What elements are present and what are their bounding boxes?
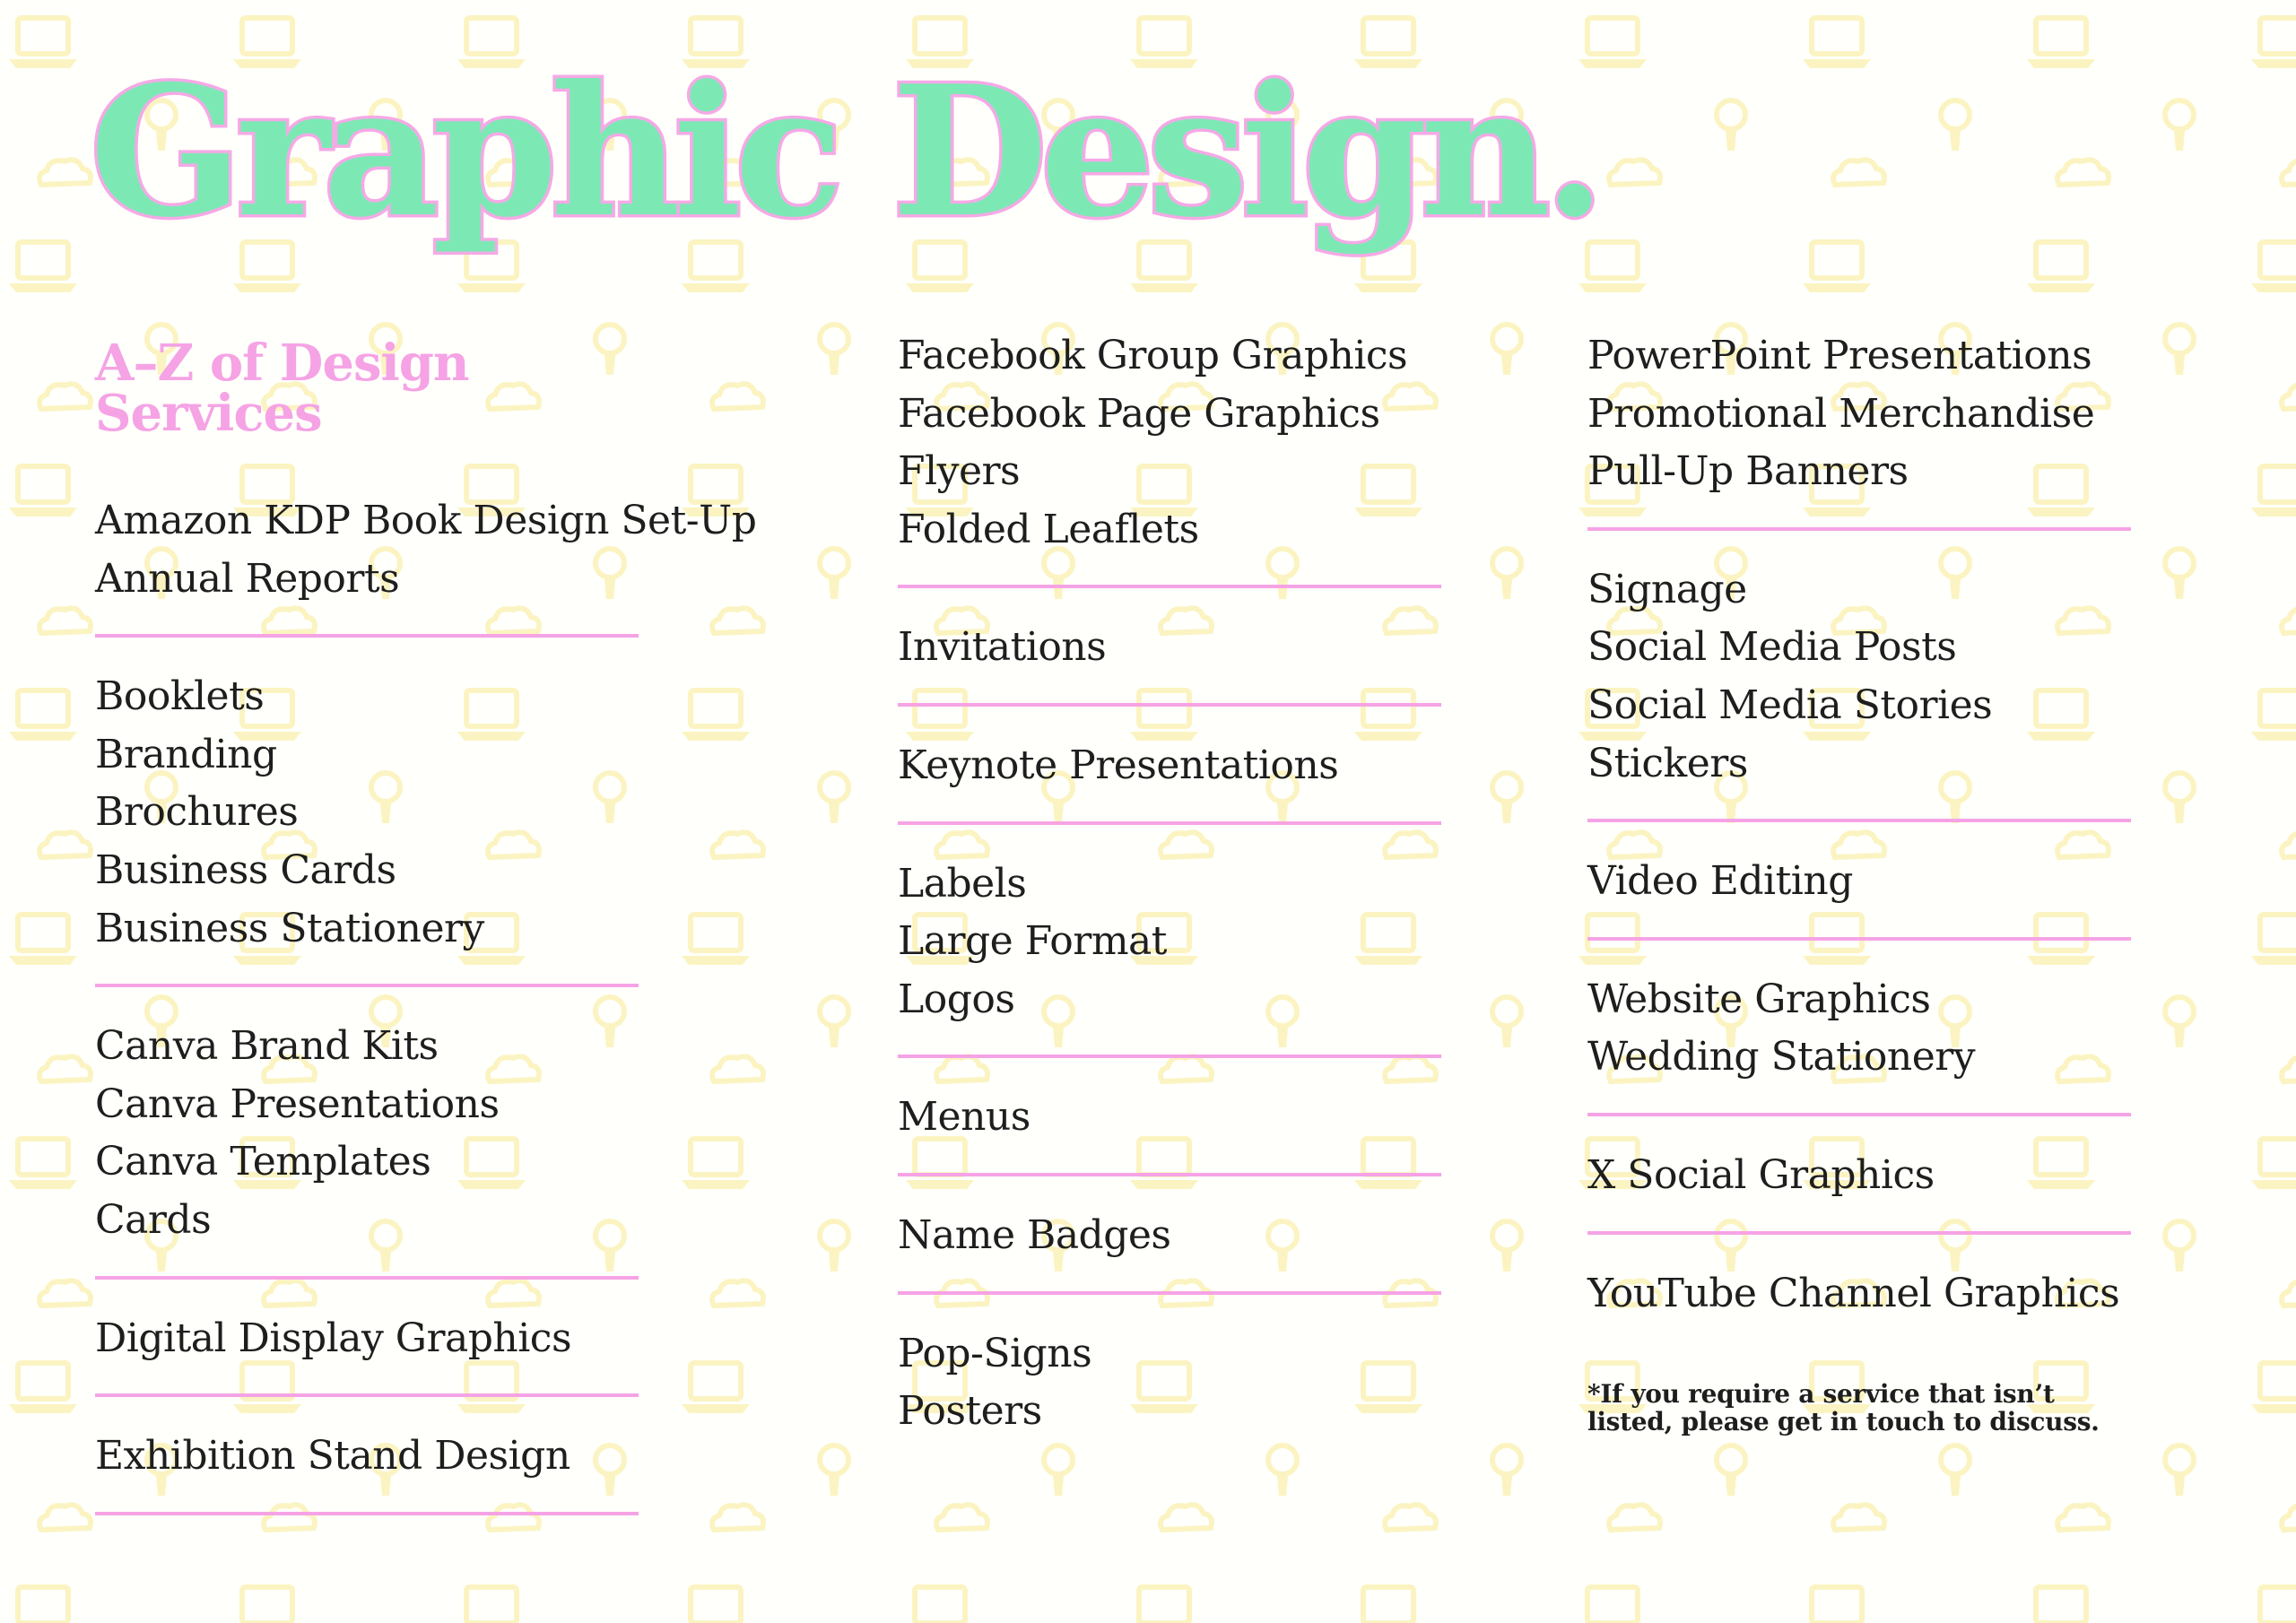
- service-item: Brochures: [95, 789, 299, 836]
- service-group-f: [898, 327, 1445, 559]
- service-group-l: [898, 855, 1445, 1029]
- services-column-3: [1587, 327, 2135, 1436]
- service-group-w: [1587, 971, 2135, 1087]
- services-column-1: [95, 327, 757, 1546]
- service-item: Logos: [898, 976, 1015, 1022]
- service-item: Cards: [95, 1196, 212, 1243]
- service-item: Labels: [898, 860, 1027, 907]
- page-title: Graphic Design.: [90, 47, 1599, 257]
- service-item: Video Editing: [1587, 858, 1853, 905]
- service-group-c: [95, 1018, 642, 1249]
- service-item: Posters: [898, 1388, 1042, 1435]
- service-item: Pull-Up Banners: [1587, 448, 1909, 495]
- service-group-n: [898, 1207, 1445, 1265]
- service-item: X Social Graphics: [1587, 1151, 1935, 1198]
- service-item: Facebook Page Graphics: [898, 390, 1380, 437]
- divider: [1587, 819, 2131, 822]
- divider: [95, 1512, 639, 1515]
- divider: [898, 821, 1441, 825]
- service-item: Website Graphics: [1587, 976, 1931, 1022]
- service-group-i: [898, 619, 1445, 677]
- service-group-y: [1587, 1265, 2135, 1324]
- service-item: Amazon KDP Book Design Set-Up: [95, 498, 757, 543]
- service-item: Business Stationery: [95, 905, 484, 951]
- service-group-m: [898, 1089, 1445, 1147]
- service-item: Keynote Presentations: [898, 742, 1339, 788]
- divider: [95, 984, 639, 987]
- service-item: Stickers: [1587, 740, 1748, 786]
- service-group-s: [1587, 561, 2135, 793]
- service-item: Promotional Merchandise: [1587, 390, 2095, 437]
- service-group-k: [898, 737, 1445, 795]
- divider: [95, 1276, 639, 1280]
- divider: [1587, 937, 2131, 941]
- divider: [898, 585, 1441, 588]
- service-item: Canva Brand Kits: [95, 1023, 439, 1070]
- service-item: Pop-Signs: [898, 1330, 1092, 1376]
- service-item: Canva Presentations: [95, 1081, 500, 1127]
- service-group-x: [1587, 1147, 2135, 1205]
- divider: [1587, 527, 2131, 531]
- footnote: *If you require a service that isn’t listed, please get in touch to discuss.: [1587, 1379, 2100, 1437]
- service-item: Name Badges: [898, 1211, 1171, 1258]
- service-item: Annual Reports: [95, 555, 400, 602]
- service-item: Folded Leaflets: [898, 506, 1199, 552]
- divider: [898, 1055, 1441, 1058]
- service-item: Invitations: [898, 624, 1107, 671]
- service-item: Exhibition Stand Design: [95, 1433, 570, 1480]
- service-item: Wedding Stationery: [1587, 1034, 1976, 1081]
- service-group-a: [95, 492, 757, 608]
- service-item: Social Media Posts: [1587, 624, 1957, 671]
- service-item: Booklets: [95, 673, 265, 720]
- divider: [898, 1291, 1441, 1295]
- service-item: Facebook Group Graphics: [898, 333, 1408, 378]
- divider: [95, 634, 639, 638]
- service-group-e: [95, 1428, 642, 1486]
- divider: [898, 1173, 1441, 1176]
- service-item: Social Media Stories: [1587, 681, 1993, 728]
- service-group-d: [95, 1310, 642, 1368]
- service-item: Large Format: [898, 918, 1167, 965]
- divider: [95, 1393, 639, 1397]
- service-group-v: [1587, 853, 2135, 911]
- service-group-b: [95, 668, 642, 958]
- service-item: Branding: [95, 731, 277, 777]
- service-item: Canva Templates: [95, 1139, 431, 1185]
- divider: [1587, 1231, 2131, 1235]
- section-subtitle: A–Z of Design Services: [95, 334, 469, 443]
- service-item: Menus: [898, 1094, 1031, 1141]
- service-item: Digital Display Graphics: [95, 1315, 572, 1361]
- service-item: PowerPoint Presentations: [1587, 333, 2092, 378]
- service-group-p2: [1587, 327, 2135, 501]
- divider: [898, 703, 1441, 707]
- service-item: YouTube Channel Graphics: [1587, 1270, 2120, 1316]
- service-item: Flyers: [898, 448, 1021, 495]
- divider: [1587, 1113, 2131, 1116]
- service-item: Signage: [1587, 566, 1747, 612]
- services-column-2: [898, 327, 1445, 1441]
- service-item: Business Cards: [95, 846, 396, 893]
- service-group-p: [898, 1325, 1445, 1441]
